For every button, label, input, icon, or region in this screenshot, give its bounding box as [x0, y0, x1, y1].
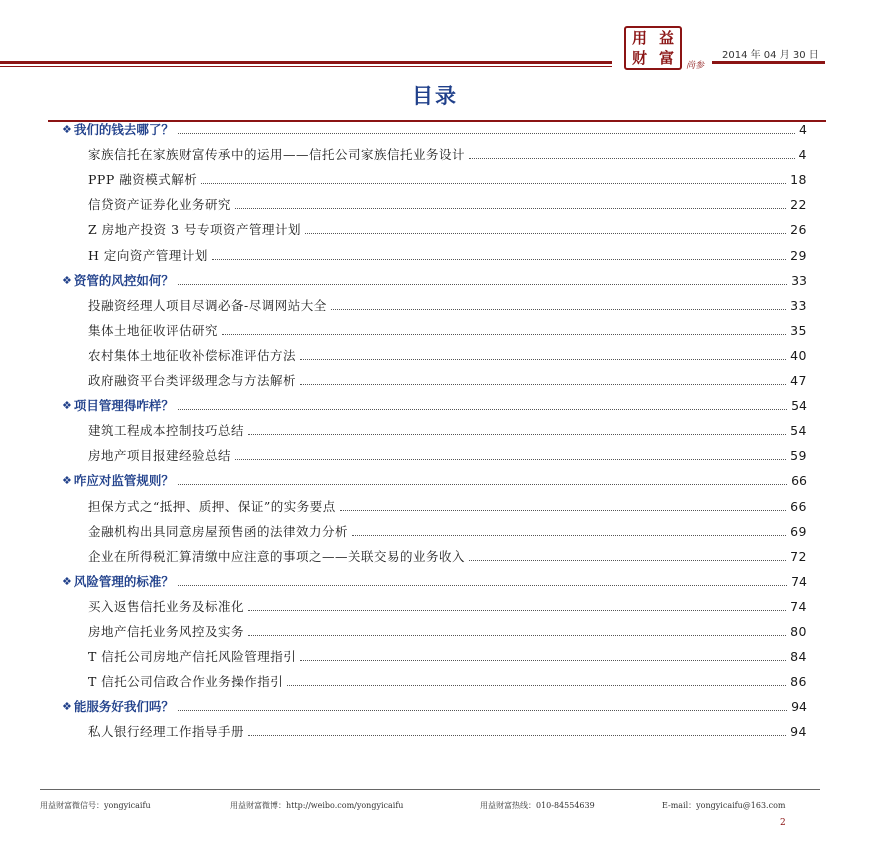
dot-leader	[248, 610, 786, 611]
toc-page-number: 22	[790, 197, 807, 213]
toc-label: 项目管理得咋样？	[73, 398, 174, 414]
toc-page-number: 18	[790, 172, 807, 188]
toc-page-number: 40	[790, 347, 807, 363]
toc-section[interactable]	[62, 396, 807, 416]
footer-weibo: 用益财富微博：http://weibo.com/yongyicaifu	[230, 801, 404, 810]
toc-label: 政府融资平台类评级理念与方法解析	[88, 373, 297, 388]
toc-label: Z 房地产投资 3 号专项资产管理计划	[88, 222, 302, 238]
toc-page-number: 4	[798, 147, 807, 163]
dot-leader	[248, 735, 786, 736]
toc-label: 企业在所得税汇算清缴中应注意的事项之——关联交易的业务收入	[88, 548, 466, 564]
toc-label: 农村集体土地征收补偿标准评估方法	[88, 347, 297, 363]
toc-section[interactable]	[62, 572, 807, 592]
toc-item[interactable]	[88, 346, 807, 366]
toc-item[interactable]	[88, 145, 807, 165]
toc-page-number: 74	[790, 598, 807, 614]
toc-item[interactable]	[88, 647, 807, 667]
dot-leader	[201, 183, 786, 184]
toc-item[interactable]	[88, 597, 807, 617]
toc-item[interactable]	[88, 371, 807, 391]
toc-item[interactable]	[88, 421, 807, 441]
toc-page-number: 66	[791, 473, 807, 489]
toc-page-number: 59	[790, 448, 807, 464]
toc-page-number: 35	[790, 322, 807, 338]
dot-leader	[178, 484, 787, 485]
toc-item[interactable]	[88, 246, 807, 266]
diamond-bullet-icon: ❖	[62, 700, 72, 714]
logo-char: 富	[658, 48, 674, 67]
toc-label: T 信托公司房地产信托风险管理指引	[88, 649, 297, 665]
brand-logo	[624, 26, 682, 70]
diamond-bullet-icon: ❖	[62, 474, 72, 488]
toc-label: 金融机构出具同意房屋预售函的法律效力分析	[88, 523, 349, 539]
toc-page-number: 47	[790, 373, 807, 388]
dot-leader	[212, 259, 786, 260]
toc-label: 资管的风控如何？	[73, 272, 174, 288]
toc-label: 信贷资产证券化业务研究	[88, 197, 232, 213]
toc-label: 房地产项目报建经验总结	[88, 448, 232, 464]
logo-char: 益	[658, 28, 674, 47]
dot-leader	[287, 685, 786, 686]
logo-char: 用	[631, 28, 647, 47]
toc-label: 集体土地征收评估研究	[88, 322, 219, 338]
toc-item[interactable]	[88, 522, 807, 542]
dot-leader	[178, 409, 787, 410]
toc-page-number: 33	[790, 297, 807, 313]
dot-leader	[305, 233, 786, 234]
toc-label: 担保方式之“抵押、质押、保证”的实务要点	[88, 498, 336, 514]
toc-page-number: 94	[790, 724, 807, 740]
toc-page-number: 29	[790, 247, 807, 263]
dot-leader	[469, 560, 786, 561]
header-rule-right	[712, 61, 825, 64]
toc-item[interactable]	[88, 296, 807, 316]
toc-label: 家族信托在家族财富传承中的运用——信托公司家族信托业务设计	[88, 147, 466, 163]
logo-char: 财	[631, 48, 647, 67]
toc-item[interactable]	[88, 497, 807, 517]
toc-page-number: 54	[791, 398, 807, 414]
logo-subtitle: 尚参	[686, 61, 705, 71]
footer-email: E-mail：yongyicaifu@163.com	[662, 801, 786, 810]
toc-item[interactable]	[88, 547, 807, 567]
toc-page-number: 33	[791, 272, 807, 288]
toc-section[interactable]	[62, 697, 807, 717]
toc-label: 房地产信托业务风控及实务	[88, 624, 245, 639]
diamond-bullet-icon: ❖	[62, 123, 72, 136]
toc-label: 能服务好我们吗？	[73, 699, 174, 715]
toc-item[interactable]	[88, 170, 807, 190]
toc-label: 咋应对监管规则？	[73, 473, 174, 489]
toc-page-number: 54	[790, 423, 807, 439]
dot-leader	[178, 133, 795, 134]
toc-page-number: 86	[790, 674, 807, 690]
toc-page-number: 84	[790, 649, 807, 665]
toc-item[interactable]	[88, 622, 807, 642]
toc-label: T 信托公司信政合作业务操作指引	[88, 674, 284, 690]
dot-leader	[340, 510, 786, 511]
toc-section[interactable]	[62, 471, 807, 491]
dot-leader	[469, 158, 795, 159]
diamond-bullet-icon: ❖	[62, 399, 72, 413]
dot-leader	[222, 334, 786, 335]
diamond-bullet-icon: ❖	[62, 574, 72, 588]
toc-label: 我们的钱去哪了？	[73, 122, 174, 137]
toc-item[interactable]	[88, 220, 807, 240]
toc-label: H 定向资产管理计划	[88, 247, 208, 263]
toc-label: PPP 融资模式解析	[88, 172, 198, 188]
toc-page-number: 4	[799, 122, 807, 137]
footer-rule	[40, 789, 820, 790]
toc-page-number: 74	[791, 573, 807, 589]
toc-page-number: 80	[790, 624, 807, 639]
toc-label: 买入返售信托业务及标准化	[88, 598, 245, 614]
dot-leader	[235, 208, 786, 209]
dot-leader	[178, 710, 787, 711]
toc-page-number: 69	[790, 523, 807, 539]
toc-page-number: 72	[790, 548, 807, 564]
toc-page-number: 66	[790, 498, 807, 514]
toc-label: 投融资经理人项目尽调必备-尽调网站大全	[88, 297, 327, 313]
page-title: 目录	[412, 84, 458, 108]
toc-label: 风险管理的标准？	[73, 573, 174, 589]
dot-leader	[300, 359, 786, 360]
toc-section[interactable]	[62, 120, 807, 140]
dot-leader	[235, 459, 786, 460]
toc-item[interactable]	[88, 672, 807, 692]
toc-page-number: 26	[790, 222, 807, 238]
toc-section[interactable]	[62, 271, 807, 291]
footer-wechat: 用益财富微信号：yongyicaifu	[40, 801, 151, 810]
header-rule-thin	[0, 66, 612, 67]
dot-leader	[248, 635, 786, 636]
toc-item[interactable]	[88, 722, 807, 742]
dot-leader	[352, 535, 786, 536]
toc-label: 建筑工程成本控制技巧总结	[88, 423, 245, 439]
diamond-bullet-icon: ❖	[62, 273, 72, 287]
report-date: 2014 年 04 月 30 日	[722, 50, 819, 61]
toc-label: 私人银行经理工作指导手册	[88, 724, 245, 740]
header-rule-left	[0, 61, 612, 64]
dot-leader	[300, 660, 786, 661]
dot-leader	[178, 284, 787, 285]
toc-page-number: 94	[791, 699, 807, 715]
toc-item[interactable]	[88, 321, 807, 341]
dot-leader	[300, 384, 786, 385]
page-number: 2	[780, 818, 786, 828]
toc-item[interactable]	[88, 446, 807, 466]
dot-leader	[178, 585, 787, 586]
dot-leader	[248, 434, 786, 435]
dot-leader	[331, 309, 786, 310]
toc-item[interactable]	[88, 195, 807, 215]
footer-hotline: 用益财富热线：010-84554639	[480, 801, 595, 810]
